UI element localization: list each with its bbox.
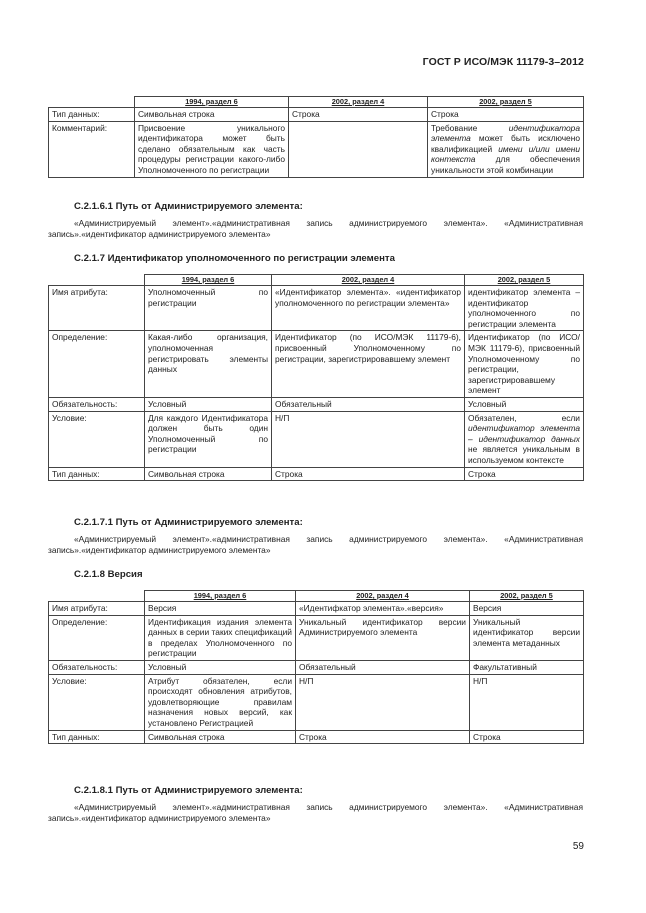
table-cell: Атрибут обязателен, если происходят обновления атрибутов, удовлетворяющие правилам назначения новых версий, как установлено Регистрацией	[145, 674, 296, 730]
table-cell: Уникальный идентификатор версии Администрируемого элемента	[296, 615, 470, 660]
table-row	[49, 602, 584, 616]
table-row	[49, 397, 584, 411]
row-label: Тип данных:	[49, 108, 135, 122]
section-text: «Администрируемый элемент».«административная запись администрируемого элемента». «Административная запись».«идентификатор администрируемого элемента»	[48, 534, 583, 555]
table-cell-rich	[465, 411, 584, 467]
row-label: Комментарий:	[49, 121, 135, 177]
table-cell: Присвоение уникального идентификатора может быть сделано обязательным как часть процедуры регистрации какого-либо Уполномоченного по регистрации	[135, 121, 289, 177]
table-cell: Для каждого Идентификатора должен быть один Уполномоченный по регистрации	[145, 411, 272, 467]
section-c2171	[48, 517, 583, 556]
row-label: Определение:	[49, 615, 145, 660]
table-row	[49, 331, 584, 398]
table-row	[49, 467, 584, 481]
table-cell: идентификатор элемента – идентификатор уполномоченного по регистрации элемента	[465, 286, 584, 331]
table-cell: Уполномоченный по регистрации	[145, 286, 272, 331]
table-cell: Уникальный идентификатор версии элемента метаданных	[470, 615, 584, 660]
column-header: 1994, раздел 6	[145, 275, 272, 286]
text-run-italic: имени и/или имени контекста	[431, 143, 580, 165]
column-header: 2002, раздел 4	[272, 275, 465, 286]
empty-header-cell	[49, 97, 135, 108]
table-cell: «Идентифкатор элемента».«версия»	[296, 602, 470, 616]
table-cell: Символьная строка	[145, 467, 272, 481]
table-cell: Строка	[465, 467, 584, 481]
table-cell-rich	[428, 121, 584, 177]
table-3-block	[48, 590, 583, 744]
section-title: С.2.1.8.1 Путь от Администрируемого элемента:	[74, 785, 303, 796]
table-cell: Условный	[145, 397, 272, 411]
table-header-row	[49, 591, 584, 602]
table-cell: Строка	[428, 108, 584, 122]
table-3	[48, 590, 584, 744]
table-cell: Идентификатор (по ИСО/МЭК 11179-6), присвоенный Уполномоченному по регистрации, зарегистрировавшему элемент	[272, 331, 465, 398]
row-label: Обязательность:	[49, 397, 145, 411]
table-header-row	[49, 275, 584, 286]
section-title: С.2.1.8 Версия	[74, 569, 143, 580]
table-cell: Строка	[470, 730, 584, 744]
section-title: С.2.1.6.1 Путь от Администрируемого элемента:	[74, 201, 303, 212]
text-run-italic: идентификатор элемента – идентификатор данных	[468, 423, 580, 444]
empty-header-cell	[49, 591, 145, 602]
table-cell: Строка	[289, 108, 428, 122]
row-label: Имя атрибута:	[49, 286, 145, 331]
table-cell: Условный	[465, 397, 584, 411]
table-cell: Версия	[145, 602, 296, 616]
section-c217	[48, 253, 583, 264]
section-c218	[48, 569, 583, 580]
table-cell: Н/П	[296, 674, 470, 730]
table-cell: Строка	[296, 730, 470, 744]
table-cell: «Идентификатор элемента». «идентификатор уполномоченного по регистрации элемента»	[272, 286, 465, 331]
column-header: 2002, раздел 5	[428, 97, 584, 108]
empty-header-cell	[49, 275, 145, 286]
table-1-block	[48, 96, 583, 178]
table-cell: Н/П	[272, 411, 465, 467]
table-cell: Обязательный	[296, 660, 470, 674]
table-cell: Обязательный	[272, 397, 465, 411]
row-label: Условие:	[49, 674, 145, 730]
table-row	[49, 286, 584, 331]
table-header-row	[49, 97, 584, 108]
table-row	[49, 108, 584, 122]
row-label: Имя атрибута:	[49, 602, 145, 616]
row-label: Условие:	[49, 411, 145, 467]
table-cell: Идентификация издания элемента данных в серии таких спецификаций в пределах Уполномоченного по регистрации	[145, 615, 296, 660]
text-run: Обязателен, если	[468, 412, 580, 423]
table-cell: Строка	[272, 467, 465, 481]
table-row	[49, 615, 584, 660]
section-text: «Администрируемый элемент».«административная запись администрируемого элемента». «Административная запись».«идентификатор администрируемого элемента»	[48, 802, 583, 823]
table-1	[48, 96, 584, 178]
text-run: Требование	[431, 122, 509, 133]
text-run: не является уникальным в используемом контексте	[468, 444, 580, 465]
table-cell: Символьная строка	[135, 108, 289, 122]
table-row	[49, 730, 584, 744]
column-header: 2002, раздел 5	[465, 275, 584, 286]
table-cell: Какая-либо организация, уполномоченная регистрировать элементы данных	[145, 331, 272, 398]
table-row	[49, 674, 584, 730]
table-2	[48, 274, 584, 481]
row-label: Обязательность:	[49, 660, 145, 674]
text-run: для обеспечения уникальности этой комбинации	[431, 154, 580, 175]
row-label: Определение:	[49, 331, 145, 398]
row-label: Тип данных:	[49, 467, 145, 481]
section-title: С.2.1.7 Идентификатор уполномоченного по регистрации элемента	[74, 253, 395, 264]
table-cell: Факультативный	[470, 660, 584, 674]
table-cell: Н/П	[470, 674, 584, 730]
column-header: 1994, раздел 6	[145, 591, 296, 602]
table-row	[49, 411, 584, 467]
section-text: «Администрируемый элемент».«административная запись администрируемого элемента». «Административная запись».«идентификатор администрируемого элемента»	[48, 218, 583, 239]
text-run-italic: идентификатора элемента	[431, 122, 580, 144]
section-c2161	[48, 201, 583, 240]
table-row	[49, 121, 584, 177]
page-header: ГОСТ Р ИСО/МЭК 11179-3–2012	[422, 56, 584, 68]
section-c2181	[48, 785, 583, 824]
table-row	[49, 660, 584, 674]
table-cell: Версия	[470, 602, 584, 616]
table-cell: Идентификатор (по ИСО/МЭК 11179-6), присвоенный Уполномоченному по регистрации, зарегистрировавшему элемент	[465, 331, 584, 398]
column-header: 2002, раздел 5	[470, 591, 584, 602]
section-title: С.2.1.7.1 Путь от Администрируемого элемента:	[74, 517, 303, 528]
table-2-block	[48, 274, 583, 481]
table-cell	[289, 121, 428, 177]
text-run: может быть исключено квалификацией	[431, 133, 580, 154]
table-cell: Символьная строка	[145, 730, 296, 744]
column-header: 2002, раздел 4	[289, 97, 428, 108]
row-label: Тип данных:	[49, 730, 145, 744]
page-number: 59	[572, 841, 584, 852]
column-header: 2002, раздел 4	[296, 591, 470, 602]
table-cell: Условный	[145, 660, 296, 674]
column-header: 1994, раздел 6	[135, 97, 289, 108]
